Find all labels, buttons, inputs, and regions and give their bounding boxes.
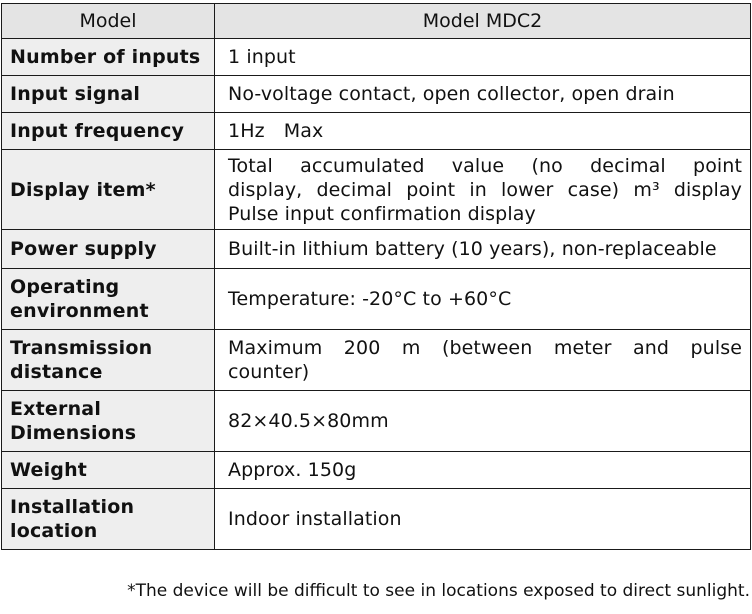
row-value-line: 1Hz Max bbox=[228, 120, 324, 142]
row-label: Power supply bbox=[2, 230, 215, 269]
table-row bbox=[2, 391, 751, 452]
table-header-row bbox=[2, 4, 751, 39]
table-row bbox=[2, 269, 751, 330]
row-value-line: Temperature: -20°C to +60°C bbox=[228, 288, 512, 310]
row-value bbox=[215, 230, 751, 269]
row-label: Input signal bbox=[2, 76, 215, 113]
row-value-line: Pulse input confirmation display bbox=[228, 202, 536, 225]
row-value-line: 82×40.5×80mm bbox=[228, 410, 389, 432]
row-value bbox=[215, 113, 751, 150]
row-label bbox=[2, 330, 215, 391]
table-row bbox=[2, 39, 751, 76]
row-value bbox=[215, 269, 751, 330]
row-label-line: Operating bbox=[10, 276, 120, 298]
row-value-line: counter) bbox=[228, 361, 310, 383]
row-label-line: distance bbox=[10, 361, 103, 383]
row-label: Number of inputs bbox=[2, 39, 215, 76]
row-value-line: Total accumulated value (no decimal point bbox=[228, 154, 742, 177]
header-label-cell: Model bbox=[2, 4, 215, 39]
row-label-line: Transmission bbox=[10, 337, 153, 359]
row-value-line: No-voltage contact, open collector, open drain bbox=[228, 83, 675, 105]
row-value bbox=[215, 330, 751, 391]
row-label-line: Installation bbox=[10, 496, 135, 518]
row-label-line: environment bbox=[10, 300, 149, 322]
spec-table bbox=[1, 3, 751, 550]
row-label bbox=[2, 489, 215, 550]
footnote: *The device will be difficult to see in locations exposed to direct sunlight. bbox=[127, 581, 750, 601]
table-row bbox=[2, 76, 751, 113]
row-value bbox=[215, 489, 751, 550]
header-value-cell: Model MDC2 bbox=[215, 4, 751, 39]
row-label-line: location bbox=[10, 520, 98, 542]
row-value bbox=[215, 39, 751, 76]
row-value-line: Maximum 200 m (between meter and pulse bbox=[228, 337, 742, 359]
table-row bbox=[2, 230, 751, 269]
row-value-line: Built-in lithium battery (10 years), non-replaceable bbox=[228, 238, 717, 260]
row-label: Display item* bbox=[2, 150, 215, 230]
row-label: Weight bbox=[2, 452, 215, 489]
table-row bbox=[2, 452, 751, 489]
table-row bbox=[2, 489, 751, 550]
row-value bbox=[215, 150, 751, 230]
row-value-line: Approx. 150g bbox=[228, 459, 357, 481]
row-value-line: Indoor installation bbox=[228, 508, 402, 530]
table-row bbox=[2, 113, 751, 150]
row-value bbox=[215, 452, 751, 489]
row-label-line: Dimensions bbox=[10, 422, 137, 444]
row-value-line: display, decimal point in lower case) m³ display bbox=[228, 178, 742, 201]
table-row bbox=[2, 150, 751, 230]
row-label bbox=[2, 391, 215, 452]
row-label-line: External bbox=[10, 398, 102, 420]
row-value-line: 1 input bbox=[228, 46, 296, 68]
row-label bbox=[2, 269, 215, 330]
row-value bbox=[215, 391, 751, 452]
table-row bbox=[2, 330, 751, 391]
row-label: Input frequency bbox=[2, 113, 215, 150]
row-value bbox=[215, 76, 751, 113]
